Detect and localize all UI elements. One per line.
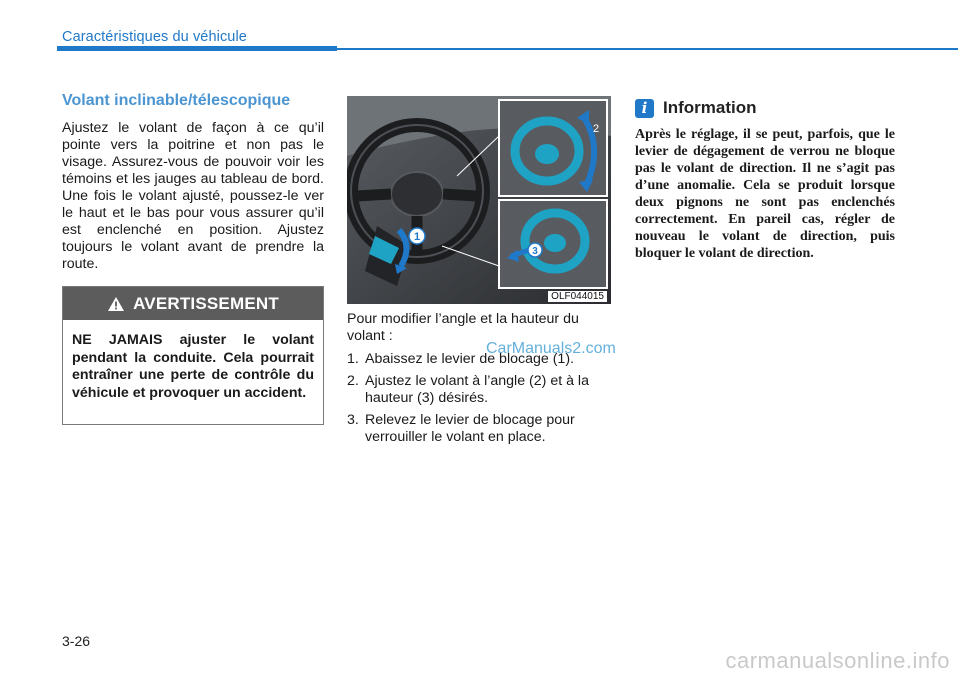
footer-watermark: carmanualsonline.info: [725, 648, 950, 673]
subheading: Volant inclinable/télescopique: [62, 92, 291, 109]
step-number: 3.: [347, 412, 359, 428]
step-item: [347, 412, 611, 446]
figure-label-2: 2: [593, 123, 600, 135]
information-header: [635, 98, 757, 118]
header-rule-thick: [57, 46, 337, 51]
step-number: 1.: [347, 351, 359, 367]
section-title: Caractéristiques du véhicule: [62, 29, 247, 45]
page-number: 3-26: [62, 633, 91, 649]
figure-label-3: 3: [532, 246, 538, 257]
warning-header: [63, 287, 323, 320]
step-item: [347, 373, 611, 407]
information-text: Après le réglage, il se peut, parfois, que le levier de dégagement de verrou ne bloque pas le volant de direction. Il ne s’agit pas d’une anomalie. Cela se produit lorsque deux pignons ne sont pas enclenchés correctement. En pareil cas, régler de nouveau le volant de direction, puis bloquer le volant de direction.: [635, 127, 895, 261]
intro-paragraph: Ajustez le volant de façon à ce qu’il pointe vers la poitrine et non pas le visage. Assurez-vous de pouvoir voir les témoins et les jauges au tableau de bord. Une fois le volant ajusté, poussez-le ver le haut et le bas pour vous assurer qu’il est enclenché en position. Ajustez toujours le volant avant de prendre la route.: [62, 120, 324, 272]
figure-label-1: 1: [413, 231, 421, 243]
left-column: [62, 92, 324, 273]
instruction-steps: [347, 351, 611, 446]
middle-column: [347, 311, 611, 451]
step-text: Relevez le levier de blocage pour verrouiller le volant en place.: [365, 412, 575, 445]
warning-box: [62, 286, 324, 425]
info-icon: i: [635, 99, 654, 118]
watermark: CarManuals2.com: [486, 340, 616, 357]
step-text: Ajustez le volant à l’angle (2) et à la hauteur (3) désirés.: [365, 373, 589, 406]
step-text: Abaissez le levier de blocage (1).: [365, 351, 574, 367]
information-title: Information: [663, 98, 757, 117]
warning-title: AVERTISSEMENT: [133, 293, 279, 313]
steering-wheel-figure: [347, 96, 611, 304]
figure-caption: OLF044015: [548, 291, 607, 302]
step-number: 2.: [347, 373, 359, 389]
warning-triangle-icon: [107, 296, 125, 312]
header-rule-thin: [337, 48, 958, 50]
instructions-intro: Pour modifier l’angle et la hauteur du volant :: [347, 311, 579, 344]
steering-wheel-illustration: [347, 96, 611, 304]
warning-text: NE JAMAIS ajuster le volant pendant la conduite. Cela pourrait entraîner une perte de contrôle du véhicule et provoquer un accident.: [72, 332, 314, 401]
